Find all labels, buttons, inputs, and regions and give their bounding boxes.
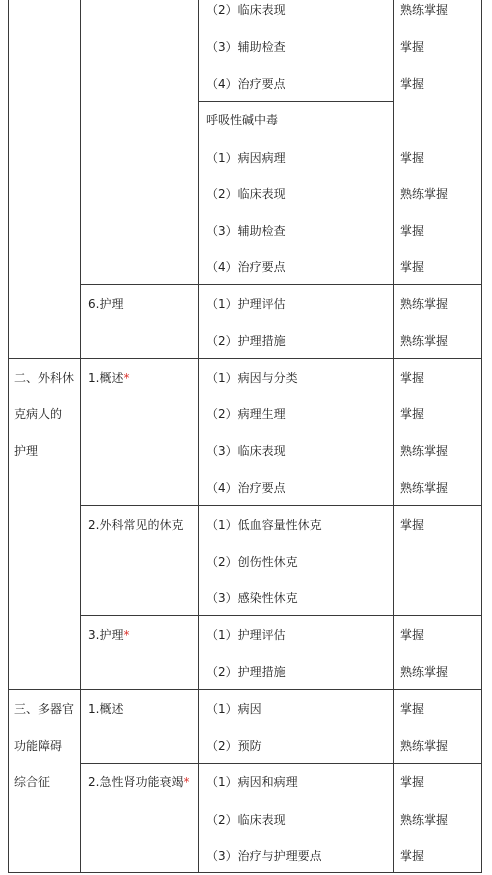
subitem: （4）治疗要点 bbox=[206, 77, 286, 91]
requirement: 掌握 bbox=[400, 40, 425, 54]
topic-label bbox=[88, 627, 129, 643]
unit-label: 克病人的 bbox=[14, 407, 63, 421]
unit-label: 二、外科休 bbox=[14, 371, 75, 385]
subitem: 呼吸性碱中毒 bbox=[206, 113, 279, 127]
subitem: （1）护理评估 bbox=[206, 628, 286, 642]
requirement: 掌握 bbox=[400, 407, 425, 421]
unit-label: 护理 bbox=[14, 444, 39, 458]
subitem: （2）护理措施 bbox=[206, 665, 286, 679]
subitem: （2）创伤性休克 bbox=[206, 555, 298, 569]
requirement: 掌握 bbox=[400, 775, 425, 789]
topic-text: 3.护理 bbox=[88, 628, 124, 642]
column-divider bbox=[198, 0, 199, 873]
topic-label bbox=[88, 370, 129, 386]
subitem: （4）治疗要点 bbox=[206, 260, 286, 274]
subitem: （1）病因和病理 bbox=[206, 775, 298, 789]
topic-text: 1.概述 bbox=[88, 371, 124, 385]
requirement: 熟练掌握 bbox=[400, 813, 449, 827]
requirement: 掌握 bbox=[400, 849, 425, 863]
requirement: 掌握 bbox=[400, 518, 425, 532]
subitem: （1）病因 bbox=[206, 702, 262, 716]
requirement: 熟练掌握 bbox=[400, 444, 449, 458]
requirement: 熟练掌握 bbox=[400, 334, 449, 348]
subitem: （1）护理评估 bbox=[206, 297, 286, 311]
row-divider bbox=[8, 689, 482, 690]
requirement: 熟练掌握 bbox=[400, 739, 449, 753]
row-divider bbox=[198, 101, 394, 102]
requirement: 掌握 bbox=[400, 224, 425, 238]
requirement: 熟练掌握 bbox=[400, 481, 449, 495]
row-divider bbox=[80, 505, 482, 506]
subitem: （3）辅助检查 bbox=[206, 224, 286, 238]
topic-text: 2.急性肾功能衰竭 bbox=[88, 775, 184, 789]
requirement: 掌握 bbox=[400, 260, 425, 274]
requirement: 熟练掌握 bbox=[400, 297, 449, 311]
requirement: 掌握 bbox=[400, 628, 425, 642]
subitem: （3）治疗与护理要点 bbox=[206, 849, 322, 863]
subitem: （2）临床表现 bbox=[206, 3, 286, 17]
unit-label: 综合征 bbox=[14, 775, 51, 789]
subitem: （2）预防 bbox=[206, 739, 262, 753]
topic-label: 1.概述 bbox=[88, 702, 124, 716]
requirement: 掌握 bbox=[400, 77, 425, 91]
subitem: （3）临床表现 bbox=[206, 444, 286, 458]
row-divider bbox=[80, 284, 482, 285]
unit-label: 功能障碍 bbox=[14, 739, 63, 753]
key-mark: * bbox=[183, 775, 190, 789]
requirement: 掌握 bbox=[400, 702, 425, 716]
subitem: （2）临床表现 bbox=[206, 813, 286, 827]
table-border-right bbox=[481, 0, 482, 873]
requirement: 熟练掌握 bbox=[400, 3, 449, 17]
requirement: 熟练掌握 bbox=[400, 665, 449, 679]
topic-label: 6.护理 bbox=[88, 297, 124, 311]
row-divider bbox=[80, 615, 482, 616]
topic-label bbox=[88, 774, 189, 790]
requirement: 掌握 bbox=[400, 371, 425, 385]
key-mark: * bbox=[123, 371, 130, 385]
row-divider bbox=[8, 358, 482, 359]
unit-label: 三、多器官 bbox=[14, 702, 75, 716]
subitem: （1）低血容量性休克 bbox=[206, 518, 322, 532]
subitem: （2）病理生理 bbox=[206, 407, 286, 421]
table-border-bottom bbox=[8, 872, 482, 873]
topic-label: 2.外科常见的休克 bbox=[88, 518, 184, 532]
subitem: （1）病因病理 bbox=[206, 151, 286, 165]
subitem: （3）感染性休克 bbox=[206, 591, 298, 605]
key-mark: * bbox=[123, 628, 130, 642]
column-divider bbox=[393, 0, 394, 873]
subitem: （1）病因与分类 bbox=[206, 371, 298, 385]
subitem: （2）护理措施 bbox=[206, 334, 286, 348]
requirement: 熟练掌握 bbox=[400, 187, 449, 201]
subitem: （4）治疗要点 bbox=[206, 481, 286, 495]
row-divider bbox=[80, 763, 482, 764]
subitem: （3）辅助检查 bbox=[206, 40, 286, 54]
requirement: 掌握 bbox=[400, 151, 425, 165]
subitem: （2）临床表现 bbox=[206, 187, 286, 201]
column-divider bbox=[80, 0, 81, 873]
table-border-left bbox=[8, 0, 9, 873]
